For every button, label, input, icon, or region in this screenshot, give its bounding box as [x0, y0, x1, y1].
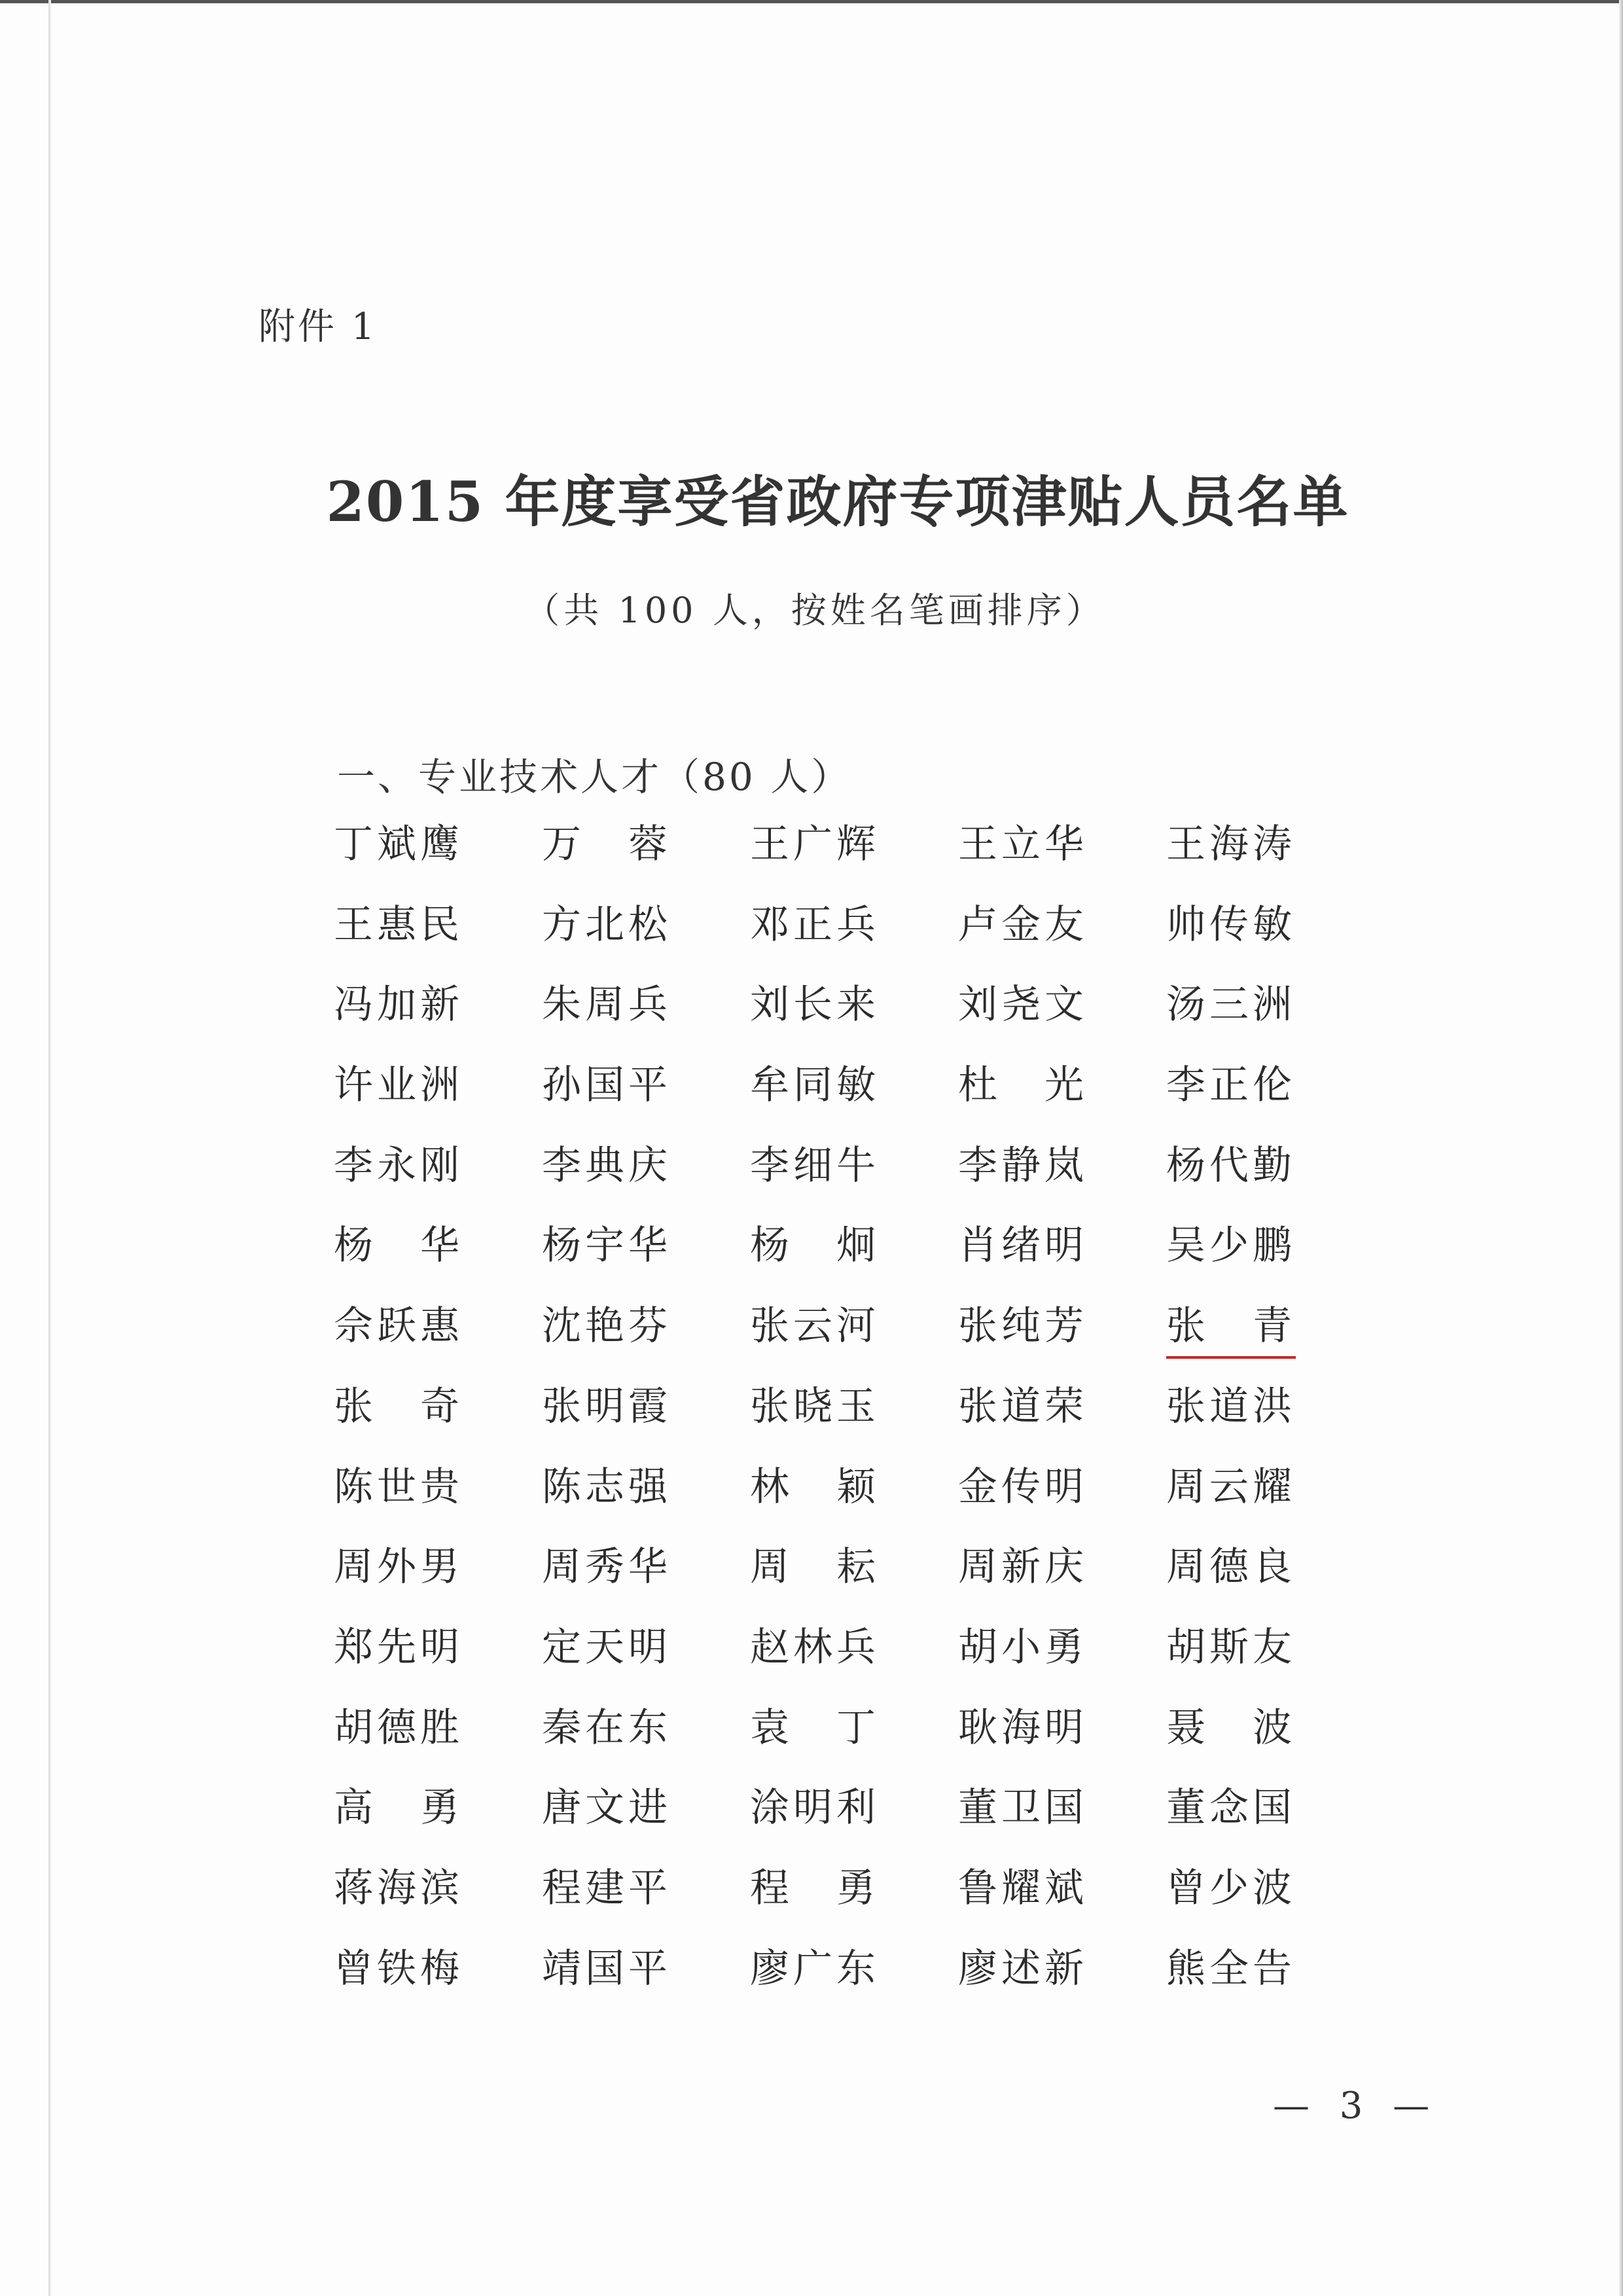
name-text: 丁斌鹰 [334, 821, 463, 867]
name-entry [1166, 899, 1374, 979]
name-entry [1166, 1541, 1374, 1621]
name-text: 王惠民 [334, 901, 463, 948]
name-text: 鲁耀斌 [958, 1865, 1088, 1911]
name-entry [750, 1541, 958, 1621]
name-text: 袁 丁 [750, 1704, 880, 1751]
name-text: 董卫国 [958, 1785, 1088, 1831]
name-text: 张 奇 [334, 1383, 463, 1429]
name-entry [334, 1782, 542, 1862]
name-text: 许业洲 [334, 1062, 463, 1109]
name-entry [750, 1621, 958, 1702]
name-text: 唐文进 [542, 1785, 671, 1831]
name-text: 秦在东 [542, 1704, 671, 1751]
name-entry [542, 1943, 750, 2023]
name-entry [1166, 1943, 1374, 2023]
document-subtitle: （共 100 人，按姓名笔画排序） [524, 590, 1105, 631]
name-text: 曾少波 [1166, 1865, 1296, 1911]
name-text: 周云耀 [1166, 1463, 1296, 1510]
name-text: 李静岚 [958, 1142, 1088, 1189]
name-entry [542, 1059, 750, 1139]
name-entry [334, 1862, 542, 1943]
name-entry [334, 1943, 542, 2023]
name-text: 杨宇华 [542, 1223, 671, 1269]
name-text: 冯加新 [334, 982, 463, 1028]
name-entry [334, 978, 542, 1059]
name-text: 杨 华 [334, 1223, 463, 1269]
name-entry [1166, 1621, 1374, 1702]
name-entry [334, 818, 542, 899]
name-entry [958, 1461, 1166, 1541]
attachment-label: 附件 1 [259, 306, 378, 348]
name-text: 定天明 [542, 1624, 671, 1670]
name-entry [958, 1541, 1166, 1621]
name-entry [1166, 1139, 1374, 1220]
name-entry [1166, 1059, 1374, 1139]
name-text: 万 蓉 [542, 821, 671, 867]
name-text: 涂明利 [750, 1785, 880, 1831]
name-text: 张晓玉 [750, 1383, 880, 1429]
name-text: 帅传敏 [1166, 901, 1296, 948]
name-entry [542, 1461, 750, 1541]
name-entry [958, 1300, 1166, 1380]
name-entry [958, 1782, 1166, 1862]
name-entry [750, 1380, 958, 1461]
name-entry [750, 818, 958, 899]
name-entry [542, 1541, 750, 1621]
name-text: 王海涛 [1166, 821, 1296, 867]
name-text: 张道荣 [958, 1383, 1088, 1429]
name-entry [334, 1300, 542, 1380]
name-text: 聂 波 [1166, 1704, 1296, 1751]
name-text: 邓正兵 [750, 901, 880, 948]
name-text: 方北松 [542, 901, 671, 948]
name-entry [334, 1059, 542, 1139]
name-entry [1166, 978, 1374, 1059]
name-entry [334, 1380, 542, 1461]
name-entry [542, 899, 750, 979]
name-entry [958, 1621, 1166, 1702]
name-text: 耿海明 [958, 1704, 1088, 1751]
name-text: 靖国平 [542, 1945, 671, 1992]
name-text: 张 青 [1166, 1300, 1296, 1359]
name-entry [334, 899, 542, 979]
name-entry [1166, 1380, 1374, 1461]
name-text: 高 勇 [334, 1785, 463, 1831]
name-entry [958, 1139, 1166, 1220]
name-text: 卢金友 [958, 901, 1088, 948]
scan-edge-top [0, 0, 1623, 3]
name-text: 孙国平 [542, 1062, 671, 1109]
name-text: 周德良 [1166, 1544, 1296, 1590]
name-text: 周新庆 [958, 1544, 1088, 1590]
name-entry [542, 1139, 750, 1220]
name-entry [750, 899, 958, 979]
name-text: 胡斯友 [1166, 1624, 1296, 1670]
name-entry [750, 1139, 958, 1220]
name-entry [750, 1782, 958, 1862]
name-entry [750, 1702, 958, 1782]
name-text: 张道洪 [1166, 1383, 1296, 1429]
name-text: 王广辉 [750, 821, 880, 867]
name-text: 李永刚 [334, 1142, 463, 1189]
name-entry [542, 1621, 750, 1702]
name-text: 牟同敏 [750, 1062, 880, 1109]
name-entry [334, 1541, 542, 1621]
name-text: 程建平 [542, 1865, 671, 1911]
name-entry [1166, 1862, 1374, 1943]
name-text: 李细牛 [750, 1142, 880, 1189]
name-entry [542, 1300, 750, 1380]
name-entry [750, 1862, 958, 1943]
name-entry [958, 899, 1166, 979]
name-entry [542, 1782, 750, 1862]
name-text: 周外男 [334, 1544, 463, 1590]
page-number: — 3 — [1273, 2085, 1439, 2127]
name-text: 张纯芳 [958, 1303, 1088, 1350]
name-entry [542, 1380, 750, 1461]
name-text: 杨 炯 [750, 1223, 880, 1269]
name-entry [1166, 1702, 1374, 1782]
name-text: 金传明 [958, 1463, 1088, 1510]
name-entry [542, 1219, 750, 1300]
name-entry [542, 1702, 750, 1782]
name-entry [1166, 1782, 1374, 1862]
name-text: 周秀华 [542, 1544, 671, 1590]
name-text: 张明霞 [542, 1383, 671, 1429]
name-text: 王立华 [958, 821, 1088, 867]
section-heading: 一、专业技术人才（80 人） [337, 755, 852, 799]
name-list [334, 818, 1355, 2022]
name-entry [958, 978, 1166, 1059]
name-entry [542, 1862, 750, 1943]
name-text: 刘长来 [750, 982, 880, 1028]
name-text: 杜 光 [958, 1062, 1088, 1109]
name-entry [958, 1059, 1166, 1139]
name-text: 陈世贵 [334, 1463, 463, 1510]
name-text: 肖绪明 [958, 1223, 1088, 1269]
name-entry [334, 1461, 542, 1541]
name-entry [334, 1702, 542, 1782]
name-text: 廖广东 [750, 1945, 880, 1992]
name-entry [542, 818, 750, 899]
name-entry [1166, 1300, 1374, 1380]
scan-edge-right [1619, 0, 1623, 2296]
name-text: 赵林兵 [750, 1624, 880, 1670]
name-entry [958, 818, 1166, 899]
name-entry [750, 978, 958, 1059]
name-text: 胡德胜 [334, 1704, 463, 1751]
name-text: 林 颖 [750, 1463, 880, 1510]
name-text: 吴少鹏 [1166, 1223, 1296, 1269]
name-text: 佘跃惠 [334, 1303, 463, 1350]
name-text: 胡小勇 [958, 1624, 1088, 1670]
scan-edge-left [48, 0, 51, 2296]
name-entry [750, 1461, 958, 1541]
name-text: 张云河 [750, 1303, 880, 1350]
name-entry [958, 1702, 1166, 1782]
name-entry [750, 1059, 958, 1139]
name-entry [958, 1862, 1166, 1943]
name-entry [750, 1943, 958, 2023]
name-text: 董念国 [1166, 1785, 1296, 1831]
document-title: 2015 年度享受省政府专项津贴人员名单 [326, 469, 1349, 534]
name-entry [334, 1219, 542, 1300]
name-text: 汤三洲 [1166, 982, 1296, 1028]
name-entry [1166, 1461, 1374, 1541]
name-text: 曾铁梅 [334, 1945, 463, 1992]
name-entry [1166, 1219, 1374, 1300]
name-entry [958, 1219, 1166, 1300]
name-text: 蒋海滨 [334, 1865, 463, 1911]
name-text: 程 勇 [750, 1865, 880, 1911]
name-text: 刘尧文 [958, 982, 1088, 1028]
name-entry [958, 1943, 1166, 2023]
name-entry [750, 1300, 958, 1380]
name-text: 郑先明 [334, 1624, 463, 1670]
name-text: 杨代勤 [1166, 1142, 1296, 1189]
name-text: 廖述新 [958, 1945, 1088, 1992]
name-text: 朱周兵 [542, 982, 671, 1028]
name-entry [1166, 818, 1374, 899]
name-entry [958, 1380, 1166, 1461]
name-text: 李典庆 [542, 1142, 671, 1189]
name-text: 熊全告 [1166, 1945, 1296, 1992]
name-entry [750, 1219, 958, 1300]
name-entry [334, 1139, 542, 1220]
name-text: 李正伦 [1166, 1062, 1296, 1109]
name-text: 周 耘 [750, 1544, 880, 1590]
name-entry [334, 1621, 542, 1702]
name-text: 沈艳芬 [542, 1303, 671, 1350]
name-entry [542, 978, 750, 1059]
name-text: 陈志强 [542, 1463, 671, 1510]
